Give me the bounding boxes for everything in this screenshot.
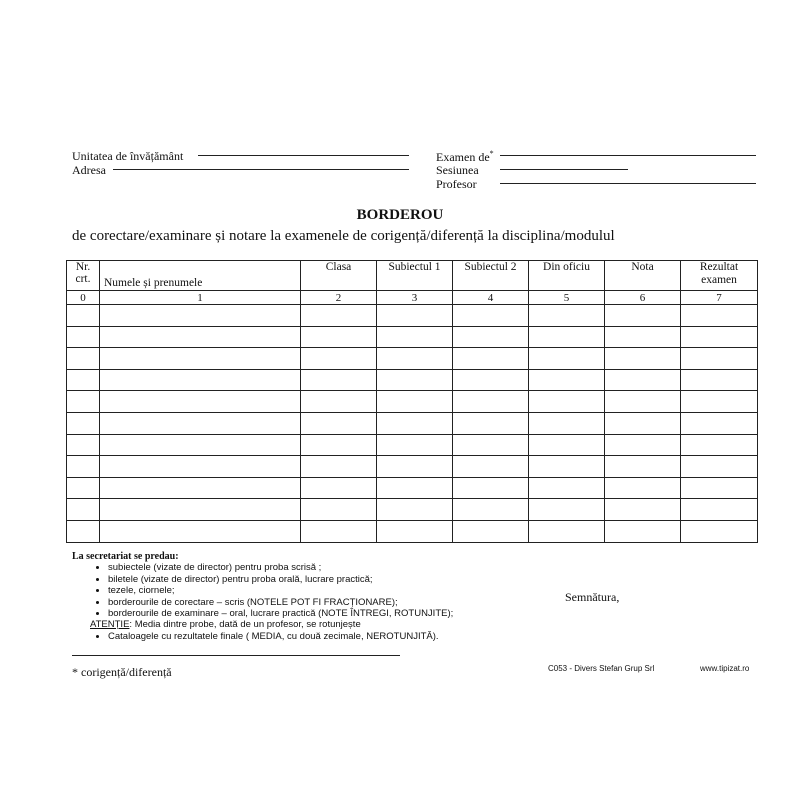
table-cell[interactable] <box>605 348 681 370</box>
table-cell[interactable] <box>100 305 301 327</box>
table-cell[interactable] <box>377 326 453 348</box>
notes-heading: La secretariat se predau: <box>72 551 179 562</box>
table-cell[interactable] <box>377 305 453 327</box>
table-cell[interactable] <box>453 499 529 521</box>
table-cell[interactable] <box>453 391 529 413</box>
table-cell[interactable] <box>681 348 758 370</box>
table-cell[interactable] <box>100 520 301 542</box>
table-cell[interactable] <box>301 348 377 370</box>
sesiunea-label: Sesiunea <box>436 163 479 177</box>
col-header-subiectul-2: Subiectul 2 <box>453 261 529 291</box>
table-cell[interactable] <box>377 520 453 542</box>
table-cell[interactable] <box>453 434 529 456</box>
table-cell[interactable] <box>453 412 529 434</box>
examen-field-line[interactable] <box>500 155 756 156</box>
notes-list-final <box>72 631 453 642</box>
col-number: 4 <box>453 291 529 305</box>
table-cell[interactable] <box>681 520 758 542</box>
table-cell[interactable] <box>377 456 453 478</box>
table-cell[interactable] <box>67 369 100 391</box>
table-header-row <box>67 261 758 291</box>
table-cell[interactable] <box>100 477 301 499</box>
sesiunea-field-line[interactable] <box>500 169 628 170</box>
table-cell[interactable] <box>681 326 758 348</box>
table-cell[interactable] <box>453 326 529 348</box>
table-row <box>67 369 758 391</box>
list-item: • subiectele (vizate de director) pentru proba scrisă ; <box>108 562 453 573</box>
col-number: 0 <box>67 291 100 305</box>
table-row <box>67 499 758 521</box>
table-cell[interactable] <box>529 391 605 413</box>
table-body <box>67 305 758 543</box>
table-cell[interactable] <box>681 369 758 391</box>
table-row <box>67 326 758 348</box>
table-cell[interactable] <box>67 520 100 542</box>
table-cell[interactable] <box>67 305 100 327</box>
table-cell[interactable] <box>453 456 529 478</box>
table-cell[interactable] <box>301 391 377 413</box>
table-row <box>67 412 758 434</box>
table-cell[interactable] <box>100 434 301 456</box>
profesor-field-line[interactable] <box>500 183 756 184</box>
table-cell[interactable] <box>67 456 100 478</box>
attention-note <box>72 619 453 630</box>
table-cell[interactable] <box>529 456 605 478</box>
table-cell[interactable] <box>100 391 301 413</box>
publisher-site: www.tipizat.ro <box>700 664 750 673</box>
col-header-nr-crt: Nr. crt. <box>67 261 100 291</box>
unitate-field-line[interactable] <box>198 155 409 156</box>
table-cell[interactable] <box>529 305 605 327</box>
table-cell[interactable] <box>605 412 681 434</box>
table-cell[interactable] <box>100 412 301 434</box>
col-header-din-oficiu: Din oficiu <box>529 261 605 291</box>
list-item: • biletele (vizate de director) pentru proba orală, lucrare practică; <box>108 574 453 585</box>
table-cell[interactable] <box>605 391 681 413</box>
col-header-nume: Numele și prenumele <box>100 261 301 291</box>
table-cell[interactable] <box>301 456 377 478</box>
table-cell[interactable] <box>377 412 453 434</box>
table-cell[interactable] <box>529 477 605 499</box>
table-cell[interactable] <box>605 305 681 327</box>
table-cell[interactable] <box>453 369 529 391</box>
col-header-nota: Nota <box>605 261 681 291</box>
table-row <box>67 456 758 478</box>
table-cell[interactable] <box>100 499 301 521</box>
form-code: C053 - Divers Stefan Grup Srl <box>548 664 655 673</box>
table-cell[interactable] <box>67 412 100 434</box>
attention-label: ATENȚIE <box>90 619 130 631</box>
col-number: 1 <box>100 291 301 305</box>
notes-list <box>72 562 453 619</box>
table-cell[interactable] <box>377 369 453 391</box>
list-item: • Cataloagele cu rezultatele finale ( MEDIA, cu două zecimale, NEROTUNJITĂ). <box>108 631 453 642</box>
table-cell[interactable] <box>67 477 100 499</box>
table-cell[interactable] <box>377 477 453 499</box>
table-cell[interactable] <box>605 434 681 456</box>
footnote-text: * corigență/diferență <box>72 665 172 679</box>
table-cell[interactable] <box>605 499 681 521</box>
table-cell[interactable] <box>529 434 605 456</box>
table-cell[interactable] <box>529 520 605 542</box>
table-cell[interactable] <box>605 477 681 499</box>
table-cell[interactable] <box>605 456 681 478</box>
table-cell[interactable] <box>453 520 529 542</box>
table-cell[interactable] <box>681 477 758 499</box>
table-cell[interactable] <box>681 456 758 478</box>
table-cell[interactable] <box>301 520 377 542</box>
table-cell[interactable] <box>453 348 529 370</box>
col-header-rezultat-examen: Rezultat examen <box>681 261 758 291</box>
table-cell[interactable] <box>100 369 301 391</box>
list-item: • borderourile de corectare – scris (NOTELE POT FI FRACȚIONARE); <box>108 597 453 608</box>
table-cell[interactable] <box>605 520 681 542</box>
table-cell[interactable] <box>681 391 758 413</box>
table-cell[interactable] <box>529 499 605 521</box>
table-cell[interactable] <box>67 499 100 521</box>
adresa-label: Adresa <box>72 163 106 177</box>
document-subtitle: de corectare/examinare și notare la examenele de corigență/diferență la disciplina/modulul <box>72 228 615 244</box>
col-number: 7 <box>681 291 758 305</box>
col-number: 5 <box>529 291 605 305</box>
table-cell[interactable] <box>529 369 605 391</box>
adresa-field-line[interactable] <box>113 169 409 170</box>
list-item: • tezele, ciornele; <box>108 585 453 596</box>
notes-section <box>72 551 453 642</box>
table-cell[interactable] <box>529 412 605 434</box>
table-cell[interactable] <box>453 477 529 499</box>
borderou-table <box>66 260 758 543</box>
table-cell[interactable] <box>301 434 377 456</box>
profesor-label: Profesor <box>436 177 477 191</box>
table-cell[interactable] <box>100 456 301 478</box>
table-cell[interactable] <box>67 434 100 456</box>
table-cell[interactable] <box>301 326 377 348</box>
table-cell[interactable] <box>100 326 301 348</box>
table-cell[interactable] <box>67 391 100 413</box>
table-cell[interactable] <box>681 305 758 327</box>
table-cell[interactable] <box>377 499 453 521</box>
examen-label-text: Examen de <box>436 150 490 164</box>
table-row <box>67 434 758 456</box>
table-cell[interactable] <box>681 434 758 456</box>
col-number: 2 <box>301 291 377 305</box>
document-title: BORDEROU <box>356 207 444 223</box>
table-cell[interactable] <box>529 326 605 348</box>
signature-label: Semnătura, <box>565 590 620 604</box>
table-row <box>67 477 758 499</box>
table-row <box>67 348 758 370</box>
table-row <box>67 391 758 413</box>
col-header-clasa: Clasa <box>301 261 377 291</box>
footnote-divider <box>72 655 400 656</box>
column-number-row <box>67 291 758 305</box>
col-header-subiectul-1: Subiectul 1 <box>377 261 453 291</box>
col-number: 3 <box>377 291 453 305</box>
table-cell[interactable] <box>301 369 377 391</box>
attention-text: : Media dintre probe, dată de un profesor, se rotunjește <box>129 619 361 631</box>
list-item: • borderourile de examinare – oral, lucrare practică (NOTE ÎNTREGI, ROTUNJITE); <box>108 608 453 619</box>
table-cell[interactable] <box>377 391 453 413</box>
unitate-label: Unitatea de învățământ <box>72 149 184 163</box>
table-row <box>67 305 758 327</box>
table-cell[interactable] <box>605 326 681 348</box>
table-cell[interactable] <box>67 348 100 370</box>
table-cell[interactable] <box>301 477 377 499</box>
table-cell[interactable] <box>100 348 301 370</box>
examen-footnote-mark: * <box>489 149 494 158</box>
table-cell[interactable] <box>301 412 377 434</box>
table-cell[interactable] <box>453 305 529 327</box>
table-cell[interactable] <box>67 326 100 348</box>
table-cell[interactable] <box>377 434 453 456</box>
table-cell[interactable] <box>301 499 377 521</box>
table-row <box>67 520 758 542</box>
table-cell[interactable] <box>681 412 758 434</box>
table-cell[interactable] <box>529 348 605 370</box>
table-cell[interactable] <box>681 499 758 521</box>
table-cell[interactable] <box>377 348 453 370</box>
table-cell[interactable] <box>605 369 681 391</box>
col-number: 6 <box>605 291 681 305</box>
table-cell[interactable] <box>301 305 377 327</box>
